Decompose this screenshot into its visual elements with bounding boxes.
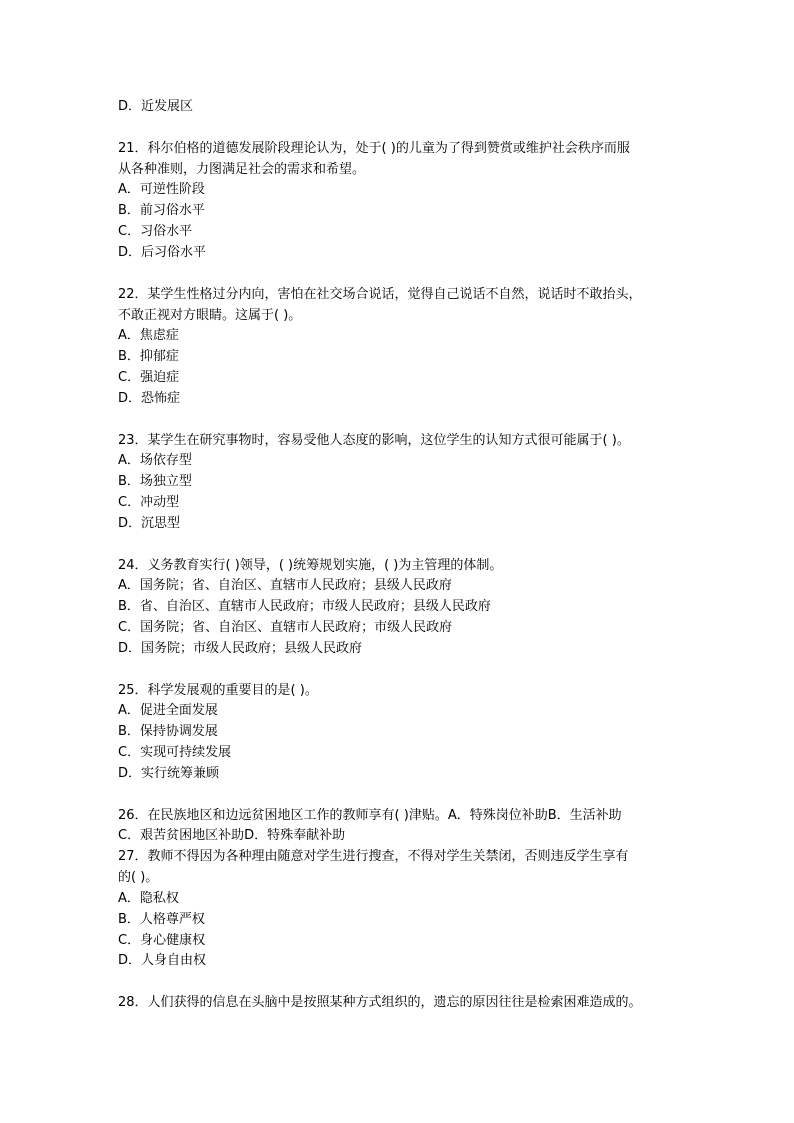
option-line: C．实现可持续发展 xyxy=(118,745,232,760)
option-line: D．恐怖症 xyxy=(118,391,181,406)
question-27-stem: 27．教师不得因为各种理由随意对学生进行搜查，不得对学生关禁闭，否则违反学生享有 xyxy=(118,849,629,864)
option-line: C．强迫症 xyxy=(118,370,180,385)
option-line: D．人身自由权 xyxy=(118,953,207,968)
option-line: A．隐私权 xyxy=(118,891,179,906)
option-line: B．人格尊严权 xyxy=(118,912,205,927)
option-line: A．可逆性阶段 xyxy=(118,182,205,197)
question-26-stem: 26．在民族地区和边远贫困地区工作的教师享有( )津贴。A．特殊岗位补助B．生活补助 xyxy=(118,808,622,823)
option-line: C．冲动型 xyxy=(118,495,180,510)
option-line: D．国务院；市级人民政府；县级人民政府 xyxy=(118,641,363,656)
option-line: B．抑郁症 xyxy=(118,349,179,364)
option-line: A．促进全面发展 xyxy=(118,703,218,718)
option-line: D．沉思型 xyxy=(118,516,181,531)
option-line: B．保持协调发展 xyxy=(118,724,218,739)
question-22-stem: 22．某学生性格过分内向，害怕在社交场合说话，觉得自己说话不自然，说话时不敢抬头， xyxy=(118,287,642,302)
question-26-stem-cont: C．艰苦贫困地区补助D．特殊奉献补助 xyxy=(118,828,346,843)
question-21-stem-cont: 从各种准则，力图满足社会的需求和希望。 xyxy=(118,162,366,177)
option-line: A．焦虑症 xyxy=(118,328,179,343)
option-line: B．前习俗水平 xyxy=(118,203,205,218)
option-line: D．后习俗水平 xyxy=(118,245,207,260)
question-22-stem-cont: 不敢正视对方眼睛。这属于( )。 xyxy=(118,308,302,323)
option-line: C．身心健康权 xyxy=(118,933,206,948)
option-line: C．习俗水平 xyxy=(118,224,193,239)
question-28-stem: 28．人们获得的信息在头脑中是按照某种方式组织的，遗忘的原因往往是检索困难造成的。 xyxy=(118,995,642,1010)
question-24-stem: 24．义务教育实行( )领导，( )统筹规划实施，( )为主管理的体制。 xyxy=(118,558,503,573)
option-line: B．场独立型 xyxy=(118,474,192,489)
question-27-stem-cont: 的( )。 xyxy=(118,870,159,885)
option-line: D．实行统筹兼顾 xyxy=(118,766,220,781)
question-21-stem: 21．科尔伯格的道德发展阶段理论认为，处于( )的儿童为了得到赞赏或维护社会秩序而服 xyxy=(118,141,630,156)
question-25-stem: 25．科学发展观的重要目的是( )。 xyxy=(118,683,318,698)
option-line: A．场依存型 xyxy=(118,453,192,468)
option-line: A．国务院；省、自治区、直辖市人民政府；县级人民政府 xyxy=(118,578,452,593)
option-line: C．国务院；省、自治区、直辖市人民政府；市级人民政府 xyxy=(118,620,453,635)
option-line: D．近发展区 xyxy=(118,99,194,114)
question-23-stem: 23．某学生在研究事物时，容易受他人态度的影响，这位学生的认知方式很可能属于( )。 xyxy=(118,433,630,448)
option-line: B．省、自治区、直辖市人民政府；市级人民政府；县级人民政府 xyxy=(118,599,491,614)
